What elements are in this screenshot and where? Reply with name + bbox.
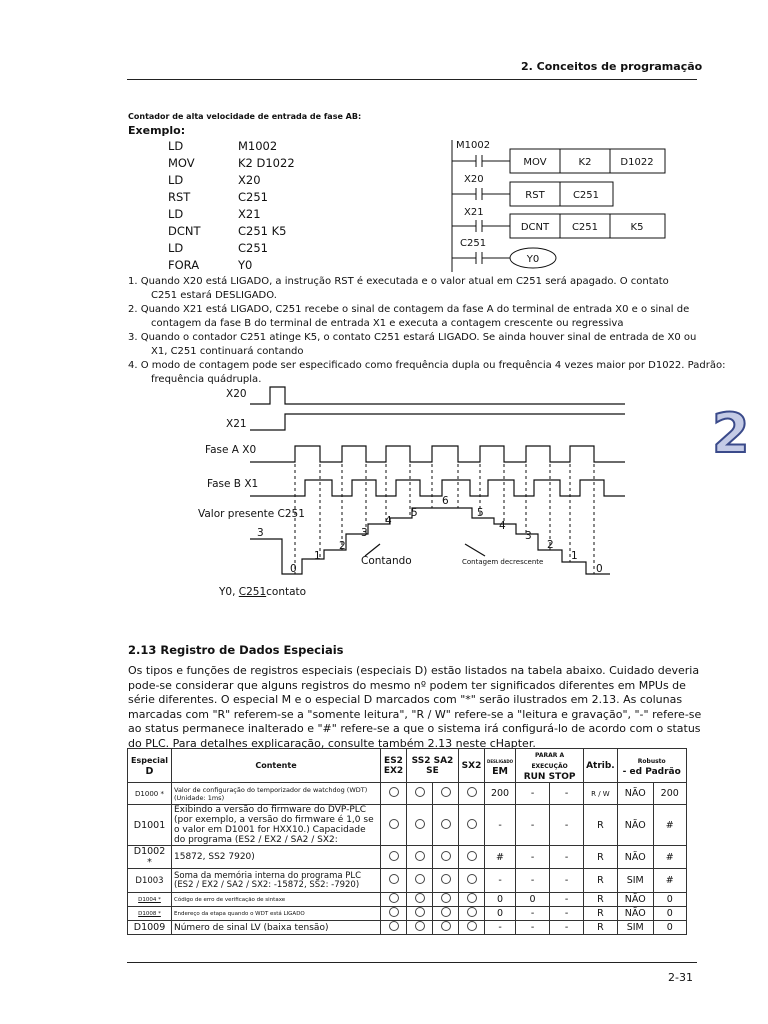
note-line: frequência quádrupla. bbox=[151, 374, 262, 385]
value-stop-run: - bbox=[516, 869, 550, 893]
special-register-table bbox=[127, 748, 687, 935]
code-arg: X20 bbox=[238, 173, 261, 187]
value-run-stop: - bbox=[550, 805, 584, 846]
instr-cell: RST bbox=[525, 190, 545, 201]
value-off: 0 bbox=[485, 907, 516, 921]
supported-circle-icon bbox=[441, 874, 451, 884]
header-run-stop bbox=[516, 749, 584, 783]
signal-label: X21 bbox=[226, 418, 247, 430]
value-stop-run: - bbox=[516, 907, 550, 921]
count-value: 3 bbox=[257, 527, 264, 539]
register-desc: Valor de configuração do temporizador de watchdog (WDT) (Unidade: 1ms) bbox=[172, 783, 381, 805]
register-id: D1001 bbox=[128, 805, 172, 846]
support-se bbox=[433, 921, 459, 935]
register-id: D1008 * bbox=[128, 907, 172, 921]
supported-circle-icon bbox=[389, 893, 399, 903]
section-title: 2.13 Registro de Dados Especiais bbox=[128, 643, 344, 657]
supported-circle-icon bbox=[441, 893, 451, 903]
header-em: EM bbox=[492, 765, 509, 777]
value-default: # bbox=[653, 805, 686, 846]
value-attr: R / W bbox=[584, 783, 618, 805]
value-stop-run: 0 bbox=[516, 893, 550, 907]
value-latched: NÃO bbox=[617, 805, 653, 846]
table-row bbox=[128, 869, 687, 893]
table-row bbox=[128, 893, 687, 907]
value-run-stop: - bbox=[550, 846, 584, 869]
value-run-stop: - bbox=[550, 893, 584, 907]
signal-label: Valor presente C251 bbox=[198, 508, 305, 520]
output-label-counter: C251 bbox=[238, 586, 267, 598]
header-se: SE bbox=[426, 765, 439, 776]
header-parar: PARAR A EXECUÇÃO bbox=[531, 752, 568, 770]
supported-circle-icon bbox=[441, 787, 451, 797]
instr-cell: DCNT bbox=[520, 222, 550, 233]
signal-label: Fase B X1 bbox=[207, 478, 259, 490]
instr-cell: K2 bbox=[578, 157, 592, 168]
code-op: MOV bbox=[168, 156, 195, 170]
header-ss2-top: SS2 SA2 bbox=[411, 755, 454, 766]
register-desc: Número de sinal LV (baixa tensão) bbox=[172, 921, 381, 935]
support-es2 bbox=[381, 805, 407, 846]
header-off-top: DESLIGADO bbox=[487, 758, 514, 764]
contact-label: X21 bbox=[464, 207, 484, 218]
support-ss2 bbox=[407, 921, 433, 935]
support-ss2 bbox=[407, 783, 433, 805]
table-row bbox=[128, 805, 687, 846]
support-sx2 bbox=[459, 893, 485, 907]
support-es2 bbox=[381, 869, 407, 893]
ladder-diagram bbox=[440, 136, 690, 276]
support-se bbox=[433, 805, 459, 846]
note-line: 2. Quando X21 está LIGADO, C251 recebe o sinal de contagem da fase A do terminal de entrada X0 e o sinal de bbox=[128, 304, 690, 315]
chapter-badge: 2 bbox=[712, 402, 750, 465]
support-se bbox=[433, 893, 459, 907]
timing-diagram bbox=[190, 384, 640, 602]
value-default: # bbox=[653, 869, 686, 893]
code-arg: M1002 bbox=[238, 139, 278, 153]
value-off: # bbox=[485, 846, 516, 869]
section-body: Os tipos e funções de registros especiais (especiais D) estão listados na tabela abaixo. Cuidado deveria pode-se considerar que alguns registros do mesmo nº podem ter significados diferentes em MPUs de série diferentes. O especial M e o especial D marcados com "*" serão ilustrados em 2.13. As colunas marcadas com "R" referem-se a "somente leitura", "R / W" refere-se a "leitura e gravação", "-" refere-se ao status permanece inalterado e "#" refere-se a que o sistema irá configurá-lo de acordo com o status do PLC. Para detalhes explicaração, consulte também 2.13 neste cHapter. bbox=[128, 664, 702, 750]
support-sx2 bbox=[459, 869, 485, 893]
support-sx2 bbox=[459, 783, 485, 805]
header-sx2: SX2 bbox=[459, 749, 485, 783]
support-ss2 bbox=[407, 907, 433, 921]
count-value: 4 bbox=[499, 520, 506, 532]
coil-label: Y0 bbox=[526, 254, 540, 265]
supported-circle-icon bbox=[415, 893, 425, 903]
value-default: 0 bbox=[653, 907, 686, 921]
support-se bbox=[433, 907, 459, 921]
header-padrao: - ed Padrão bbox=[622, 766, 681, 777]
supported-circle-icon bbox=[415, 819, 425, 829]
supported-circle-icon bbox=[415, 787, 425, 797]
header-special-top: Especial bbox=[130, 755, 168, 765]
value-attr: R bbox=[584, 869, 618, 893]
value-default: 200 bbox=[653, 783, 686, 805]
value-attr: R bbox=[584, 907, 618, 921]
support-sx2 bbox=[459, 846, 485, 869]
supported-circle-icon bbox=[389, 819, 399, 829]
page-number: 2-31 bbox=[668, 971, 693, 984]
header-ss2 bbox=[407, 749, 459, 783]
note-line: 1. Quando X20 está LIGADO, a instrução RST é executada e o valor atual em C251 será apagado. O contato bbox=[128, 276, 669, 287]
supported-circle-icon bbox=[415, 851, 425, 861]
code-arg: X21 bbox=[238, 207, 261, 221]
signal-label: X20 bbox=[226, 388, 247, 400]
code-op: LD bbox=[168, 139, 184, 153]
header-off bbox=[485, 749, 516, 783]
supported-circle-icon bbox=[467, 907, 477, 917]
instr-cell: MOV bbox=[523, 157, 547, 168]
code-op: LD bbox=[168, 241, 184, 255]
support-se bbox=[433, 846, 459, 869]
value-stop-run: - bbox=[516, 846, 550, 869]
support-ss2 bbox=[407, 869, 433, 893]
supported-circle-icon bbox=[467, 921, 477, 931]
supported-circle-icon bbox=[441, 819, 451, 829]
count-value: 2 bbox=[547, 539, 554, 551]
support-es2 bbox=[381, 783, 407, 805]
table-row bbox=[128, 921, 687, 935]
contact-label: X20 bbox=[464, 174, 484, 185]
table-header-row bbox=[128, 749, 687, 783]
value-off: - bbox=[485, 805, 516, 846]
note-line: contagem da fase B do terminal de entrada X1 e executa a contagem crescente ou regressiva bbox=[151, 318, 624, 329]
code-arg: C251 K5 bbox=[238, 224, 287, 238]
support-ss2 bbox=[407, 893, 433, 907]
support-sx2 bbox=[459, 805, 485, 846]
value-default: 0 bbox=[653, 921, 686, 935]
register-id: D1009 bbox=[128, 921, 172, 935]
example-label: Exemplo: bbox=[128, 124, 186, 137]
supported-circle-icon bbox=[389, 851, 399, 861]
value-run-stop: - bbox=[550, 907, 584, 921]
header-rule bbox=[127, 79, 697, 80]
code-arg: C251 bbox=[238, 241, 268, 255]
value-latched: NÃO bbox=[617, 846, 653, 869]
count-value: 0 bbox=[596, 563, 603, 575]
footer-rule bbox=[127, 962, 697, 963]
instr-cell: D1022 bbox=[620, 157, 654, 168]
count-value: 2 bbox=[339, 540, 346, 552]
instr-cell: K5 bbox=[630, 222, 644, 233]
value-off: 0 bbox=[485, 893, 516, 907]
count-value: 3 bbox=[361, 527, 368, 539]
support-ss2 bbox=[407, 805, 433, 846]
value-run-stop: - bbox=[550, 869, 584, 893]
support-es2 bbox=[381, 907, 407, 921]
contact-label: C251 bbox=[460, 238, 487, 249]
count-value: 4 bbox=[385, 515, 392, 527]
value-latched: NÃO bbox=[617, 783, 653, 805]
header-es2-bottom: EX2 bbox=[383, 765, 404, 776]
code-op: FORA bbox=[168, 258, 200, 272]
note-line: X1, C251 continuará contando bbox=[151, 346, 304, 357]
count-value: 3 bbox=[525, 530, 532, 542]
header-attr: Atrib. bbox=[584, 749, 618, 783]
supported-circle-icon bbox=[467, 851, 477, 861]
header-latched-default bbox=[617, 749, 686, 783]
code-op: LD bbox=[168, 207, 184, 221]
value-default: 0 bbox=[653, 893, 686, 907]
header-run-stop-label: RUN STOP bbox=[523, 772, 576, 782]
supported-circle-icon bbox=[441, 907, 451, 917]
supported-circle-icon bbox=[415, 874, 425, 884]
value-run-stop: - bbox=[550, 921, 584, 935]
header-robusto: Robusto bbox=[637, 757, 666, 765]
header-content: Contente bbox=[172, 749, 381, 783]
contact-label: M1002 bbox=[456, 140, 491, 151]
count-value: 1 bbox=[571, 550, 578, 562]
counting-down-label: Contagem decrescente bbox=[462, 558, 544, 566]
value-stop-run: - bbox=[516, 783, 550, 805]
code-arg: Y0 bbox=[238, 258, 253, 272]
example-title: Contador de alta velocidade de entrada de fase AB: bbox=[128, 112, 362, 121]
code-op: DCNT bbox=[168, 224, 201, 238]
supported-circle-icon bbox=[389, 907, 399, 917]
note-line: 4. O modo de contagem pode ser especificado como frequência dupla ou frequência 4 vezes maior por D1022. Padrão: bbox=[128, 360, 726, 371]
supported-circle-icon bbox=[467, 893, 477, 903]
counting-up-label: Contando bbox=[361, 555, 412, 567]
support-es2 bbox=[381, 921, 407, 935]
value-latched: SIM bbox=[617, 869, 653, 893]
supported-circle-icon bbox=[389, 787, 399, 797]
register-id: D1003 bbox=[128, 869, 172, 893]
support-es2 bbox=[381, 893, 407, 907]
header-special-bottom: D bbox=[145, 765, 154, 777]
table-row bbox=[128, 846, 687, 869]
supported-circle-icon bbox=[389, 874, 399, 884]
supported-circle-icon bbox=[441, 921, 451, 931]
note-line: 3. Quando o contador C251 atinge K5, o contato C251 estará LIGADO. Se ainda houver sinal de entrada de X0 ou bbox=[128, 332, 697, 343]
code-arg: C251 bbox=[238, 190, 268, 204]
support-ss2 bbox=[407, 846, 433, 869]
note-line: C251 estará DESLIGADO. bbox=[151, 290, 277, 301]
supported-circle-icon bbox=[441, 851, 451, 861]
value-attr: R bbox=[584, 921, 618, 935]
support-es2 bbox=[381, 846, 407, 869]
value-off: 200 bbox=[485, 783, 516, 805]
value-attr: R bbox=[584, 805, 618, 846]
supported-circle-icon bbox=[415, 921, 425, 931]
supported-circle-icon bbox=[467, 819, 477, 829]
support-se bbox=[433, 783, 459, 805]
value-latched: NÃO bbox=[617, 893, 653, 907]
register-id: D1000 * bbox=[128, 783, 172, 805]
instr-cell: C251 bbox=[572, 190, 600, 201]
output-label-prefix: Y0, bbox=[219, 586, 239, 598]
support-sx2 bbox=[459, 907, 485, 921]
register-id: D1004 * bbox=[128, 893, 172, 907]
value-run-stop: - bbox=[550, 783, 584, 805]
value-default: # bbox=[653, 846, 686, 869]
supported-circle-icon bbox=[467, 787, 477, 797]
header-special bbox=[128, 749, 172, 783]
count-value: 1 bbox=[314, 550, 321, 562]
register-id: D1002 * bbox=[128, 846, 172, 869]
value-stop-run: - bbox=[516, 805, 550, 846]
table-row bbox=[128, 907, 687, 921]
instr-cell: C251 bbox=[571, 222, 599, 233]
supported-circle-icon bbox=[467, 874, 477, 884]
register-desc: Soma da memória interna do programa PLC (ES2 / EX2 / SA2 / SX2: -15872, SS2: -7920) bbox=[172, 869, 381, 893]
register-desc: Código de erro de verificação de sintaxe bbox=[172, 893, 381, 907]
value-stop-run: - bbox=[516, 921, 550, 935]
code-op: LD bbox=[168, 173, 184, 187]
header-es2 bbox=[381, 749, 407, 783]
code-arg: K2 D1022 bbox=[238, 156, 295, 170]
register-desc: Endereço da etapa quando o WDT está LIGADO bbox=[172, 907, 381, 921]
supported-circle-icon bbox=[389, 921, 399, 931]
value-latched: SIM bbox=[617, 921, 653, 935]
value-attr: R bbox=[584, 846, 618, 869]
value-attr: R bbox=[584, 893, 618, 907]
value-off: - bbox=[485, 869, 516, 893]
register-desc: 15872, SS2 7920) bbox=[172, 846, 381, 869]
count-value: 5 bbox=[411, 507, 418, 519]
code-op: RST bbox=[168, 190, 191, 204]
signal-label: Fase A X0 bbox=[205, 444, 257, 456]
count-value: 6 bbox=[442, 495, 449, 507]
supported-circle-icon bbox=[415, 907, 425, 917]
output-label-suffix: contato bbox=[266, 586, 307, 598]
support-se bbox=[433, 869, 459, 893]
table-row bbox=[128, 783, 687, 805]
chapter-header: 2. Conceitos de programação bbox=[521, 60, 703, 73]
value-off: - bbox=[485, 921, 516, 935]
register-desc: Exibindo a versão do firmware do DVP-PLC (por exemplo, a versão do firmware é 1,0 se o valor em D1001 for HXX10.) Capacidade do programa (ES2 / EX2 / SA2 / SX2: bbox=[172, 805, 381, 846]
support-sx2 bbox=[459, 921, 485, 935]
output-contact-label bbox=[219, 586, 306, 598]
count-value: 5 bbox=[477, 507, 484, 519]
value-latched: NÃO bbox=[617, 907, 653, 921]
header-es2-top: ES2 bbox=[384, 755, 403, 766]
count-value: 0 bbox=[290, 563, 297, 575]
